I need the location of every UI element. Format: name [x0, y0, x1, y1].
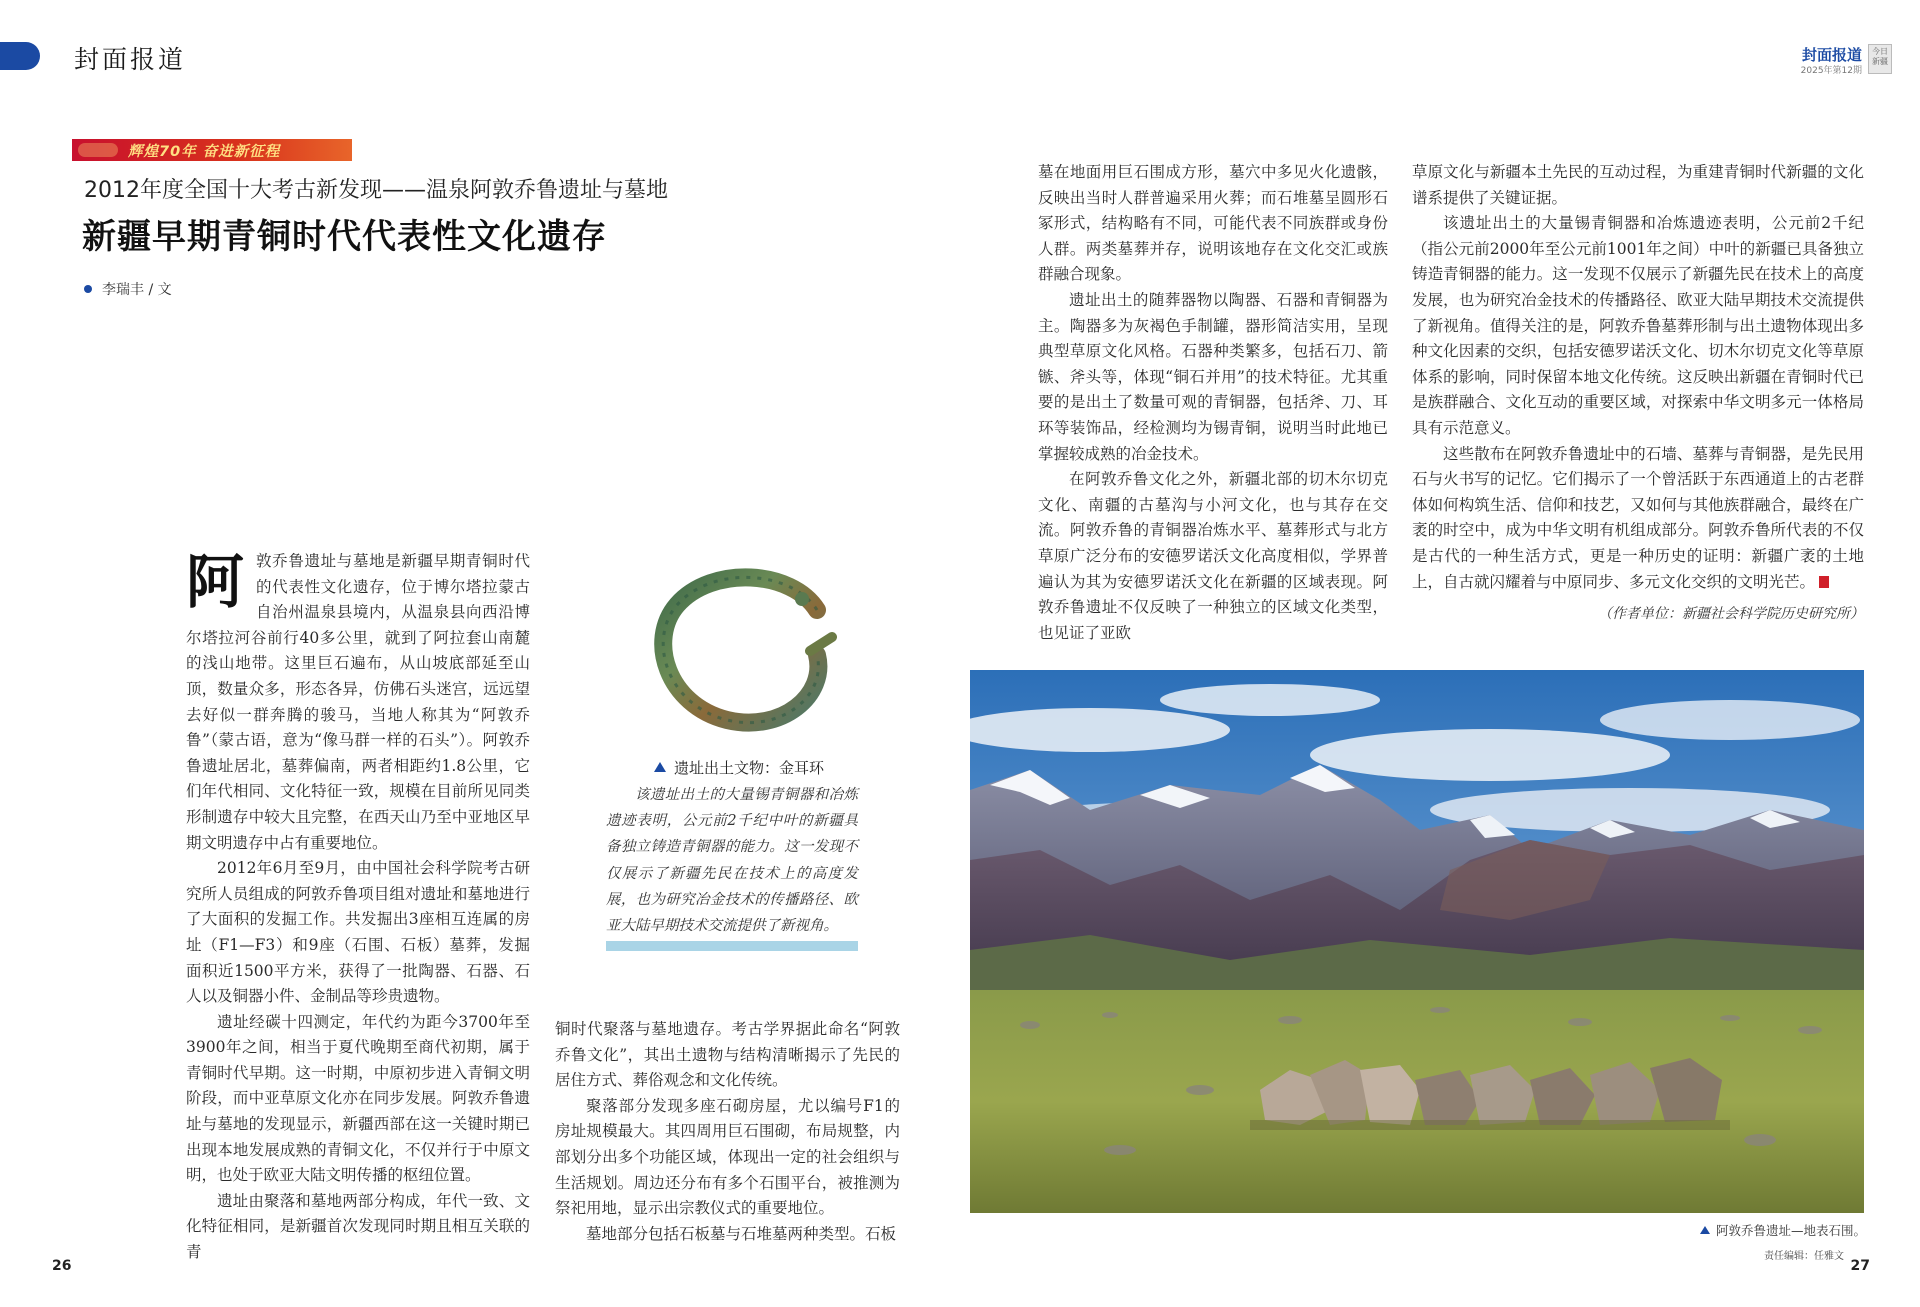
- page-number-left: 26: [52, 1258, 72, 1274]
- paragraph: 遗址经碳十四测定，年代约为距今3700年至3900年之间，相当于夏代晚期至商代初期，属于青铜时代早期。这一时期，中原初步进入青铜文明阶段，而中亚草原文化亦在同步发展。阿敦乔鲁遗址与墓地的发现显示，新疆西部在这一关键时期已出现本地发展成熟的青铜文化，不仅并行于中原文明，也处于欧亚大陆文明传播的枢纽位置。: [186, 1012, 530, 1185]
- caption-triangle-icon: [1700, 1226, 1710, 1234]
- paragraph: 遗址由聚落和墓地两部分构成，年代一致、文化特征相同，是新疆首次发现同时期且相互关联的青: [186, 1191, 530, 1262]
- paragraph: 这些散布在阿敦乔鲁遗址中的石墙、墓葬与青铜器，是先民用石与火书写的记忆。它们揭示了一个曾活跃于东西通道上的古老群体如何构筑生活、信仰和技艺，又如何与其他族群融合，最终在广袤的时空中，成为中华文明有机组成部分。阿敦乔鲁所代表的不仅是古代的一种生活方式，更是一种历史的证明：新疆广袤的土地上，自古就闪耀着与中原同步、多元文化交织的文明光芒。: [1412, 444, 1864, 591]
- article-headline: 新疆早期青铜时代代表性文化遗存: [82, 217, 607, 257]
- page-number-right: 27: [1850, 1258, 1870, 1274]
- paragraph: 墓在地面用巨石围成方形，墓穴中多见火化遗骸，反映出当时人群普遍采用火葬；而石堆墓呈圆形石冢形式，结构略有不同，可能代表不同族群或身份人群。两类墓葬并存，说明该地存在文化交汇或族群融合现象。: [1038, 163, 1388, 284]
- artifact-caption-title: 遗址出土文物：金耳环: [654, 757, 824, 778]
- paragraph: 聚落部分发现多座石砌房屋，尤以编号F1的房址规模最大。其四周用巨石围砌，布局规整，内部划分出多个功能区域，体现出一定的社会组织与生活规划。周边还分布有多个石围平台，被推测为祭祀用地，显示出宗教仪式的重要地位。: [555, 1096, 900, 1218]
- byline: [84, 279, 172, 299]
- caption-accent-bar: [606, 941, 858, 951]
- running-header-title: 封面报道: [1801, 46, 1862, 64]
- running-header: [1762, 44, 1892, 74]
- anniversary-banner: [72, 139, 352, 161]
- article-subtitle: 2012年度全国十大考古新发现——温泉阿敦乔鲁遗址与墓地: [84, 178, 668, 203]
- responsible-editor: 责任编辑：任雅文: [1764, 1251, 1844, 1262]
- paragraph: 铜时代聚落与墓地遗存。考古学界据此命名“阿敦乔鲁文化”，其出土遗物与结构清晰揭示了先民的居住方式、葬俗观念和文化传统。: [555, 1020, 900, 1090]
- landscape-stone-circle-photo: [970, 670, 1864, 1213]
- magazine-logo: 今日新疆: [1868, 44, 1892, 74]
- byline-text: 李瑞丰 / 文: [102, 282, 172, 298]
- author-affiliation: （作者单位：新疆社会科学院历史研究所）: [1598, 606, 1864, 622]
- artifact-caption-body: 该遗址出土的大量锡青铜器和冶炼遗迹表明，公元前2千纪中叶的新疆具备独立铸造青铜器的能力。这一发现不仅展示了新疆先民在技术上的高度发展，也为研究冶金技术的传播路径、欧亚大陆早期技术交流提供了新视角。: [606, 787, 858, 935]
- running-header-issue: 2025年第12期: [1800, 66, 1862, 76]
- article-column-4: [1412, 160, 1864, 595]
- article-column-1: [186, 549, 530, 1266]
- article-column-3: [1038, 160, 1388, 646]
- caption-triangle-icon: [654, 762, 666, 772]
- article-column-2: [555, 1017, 900, 1247]
- paragraph: 在阿敦乔鲁文化之外，新疆北部的切木尔切克文化、南疆的古墓沟与小河文化，也与其存在交流。阿敦乔鲁的青铜器冶炼水平、墓葬形式与北方草原广泛分布的安德罗诺沃文化高度相似，学界普遍认为其为安德罗诺沃文化在新疆的区域表现。阿敦乔鲁遗址不仅反映了一种独立的区域文化类型，也见证了亚欧: [1038, 470, 1388, 642]
- section-tab-marker: [0, 42, 40, 70]
- paragraph: 草原文化与新疆本土先民的互动过程，为重建青铜时代新疆的文化谱系提供了关键证据。: [1412, 163, 1864, 207]
- end-mark-icon: [1819, 576, 1829, 588]
- paragraph: 敦乔鲁遗址与墓地是新疆早期青铜时代的代表性文化遗存，位于博尔塔拉蒙古自治州温泉县境内，从温泉县向西沿博尔塔拉河谷前行40多公里，就到了阿拉套山南麓的浅山地带。这里巨石遍布，从山坡底部延至山顶，数量众多，形态各异，仿佛石头迷宫，远远望去好似一群奔腾的骏马，当地人称其为“阿敦乔鲁”（蒙古语，意为“像马群一样的石头”）。阿敦乔鲁遗址居北，墓葬偏南，两者相距约1.8公里，它们年代相同、文化特征一致，规模在目前所见同类形制遗存中较大且完整，在西天山乃至中亚地区早期文明遗存中占有重要地位。: [186, 552, 530, 852]
- byline-dot-icon: [84, 285, 92, 293]
- paragraph: 2012年6月至9月，由中国社会科学院考古研究所人员组成的阿敦乔鲁项目组对遗址和墓地进行了大面积的发掘工作。共发掘出3座相互连属的房址（F1—F3）和9座（石围、石板）墓葬，发掘面积近1500平方米，获得了一批陶器、石器、石人以及铜器小件、金制品等珍贵遗物。: [186, 859, 530, 1006]
- banner-text: 辉煌70年 奋进新征程: [128, 144, 281, 160]
- paragraph: 该遗址出土的大量锡青铜器和冶炼遗迹表明，公元前2千纪（指公元前2000年至公元前1001年之间）中叶的新疆已具备独立铸造青铜器的能力。这一发现不仅展示了新疆先民在技术上的高度发展，也为研究冶金技术的传播路径、欧亚大陆早期技术交流提供了新视角。值得关注的是，阿敦乔鲁墓葬形制与出土遗物体现出多种文化因素的交织，包括安德罗诺沃文化、切木尔切克文化等草原体系的影响，同时保留本地文化传统。这反映出新疆在青铜时代已是族群融合、文化互动的重要区域，对探索中华文明多元一体格局具有示范意义。: [1412, 214, 1864, 437]
- paragraph: 墓地部分包括石板墓与石堆墓两种类型。石板: [586, 1224, 897, 1243]
- drop-cap: 阿: [186, 548, 245, 616]
- paragraph: 遗址出土的随葬器物以陶器、石器和青铜器为主。陶器多为灰褐色手制罐，器形简洁实用，呈现典型草原文化风格。石器种类繁多，包括石刀、箭镞、斧头等，体现“铜石并用”的技术特征。尤其重要的是出土了数量可观的青铜器，包括斧、刀、耳环等装饰品，经检测均为锡青铜，说明当时此地已掌握较成熟的冶金技术。: [1038, 290, 1388, 463]
- photo-caption: 阿敦乔鲁遗址—地表石围。: [1700, 1221, 1866, 1239]
- gold-earring-artifact-image: [632, 555, 862, 740]
- section-title: 封面报道: [74, 45, 187, 74]
